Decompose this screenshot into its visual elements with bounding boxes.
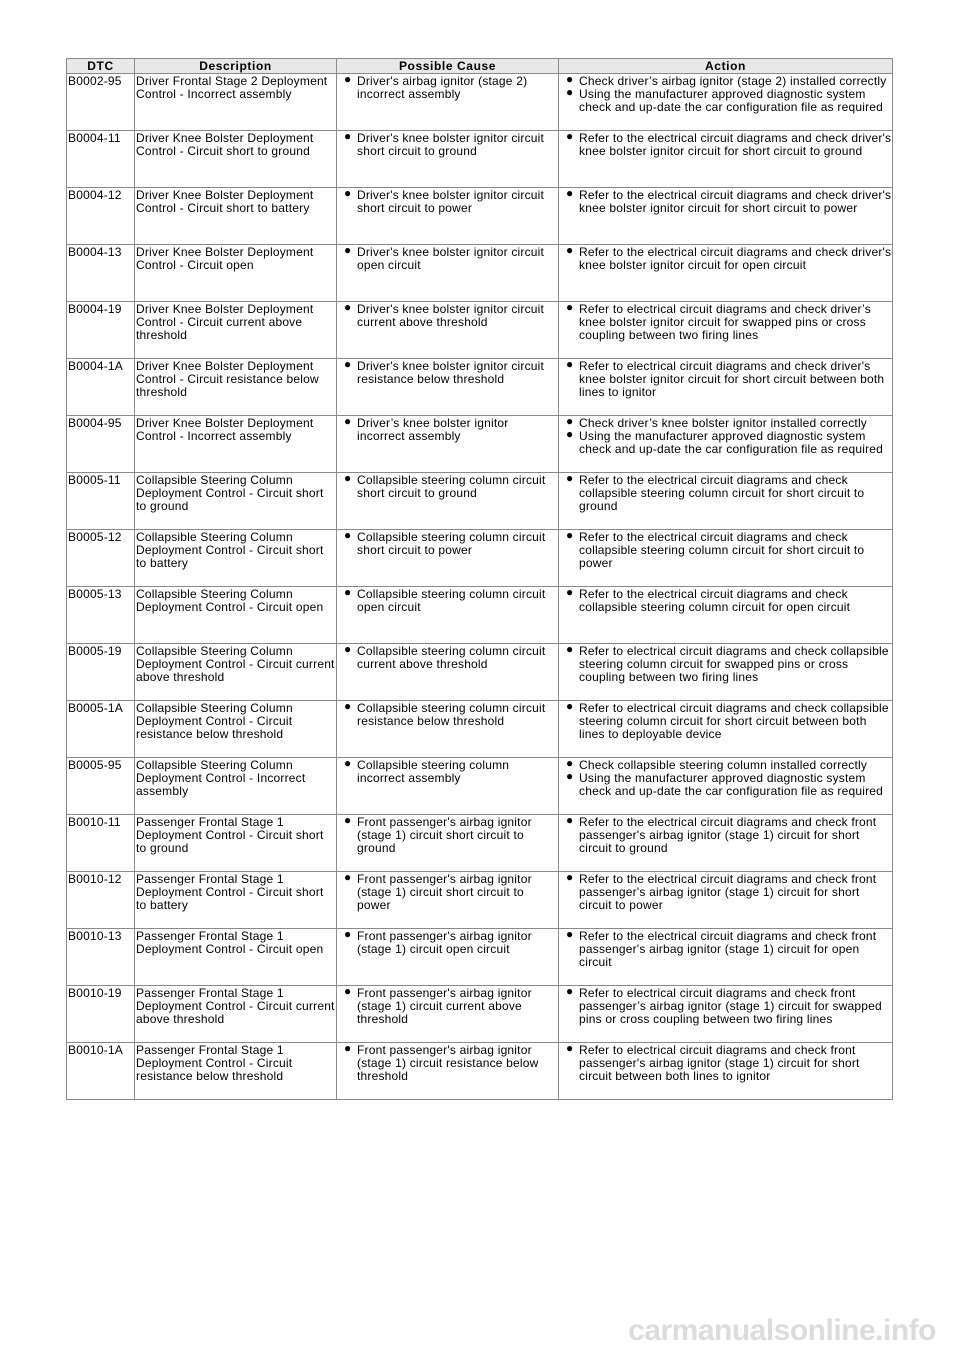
dtc-description: Passenger Frontal Stage 1 Deployment Control - Circuit short to ground [135,815,337,872]
cause-item: ● Driver's knee bolster ignitor circuit open circuit [338,246,558,272]
dtc-code: B0005-19 [67,644,135,701]
possible-cause-cell-list [338,702,558,728]
action-cell [559,245,893,302]
table-row [67,74,893,131]
watermark: carmanualsonline.info [628,1314,936,1347]
action-cell [559,359,893,416]
possible-cause-cell [337,758,559,815]
table-row [67,872,893,929]
action-cell [559,74,893,131]
dtc-code: B0010-11 [67,815,135,872]
action-cell-list [560,360,892,399]
possible-cause-cell-list [338,189,558,215]
possible-cause-cell [337,359,559,416]
table-row [67,245,893,302]
action-item: ● Check collapsible steering column installed correctly [560,759,892,772]
possible-cause-cell-list [338,132,558,158]
action-item: ● Refer to the electrical circuit diagrams and check driver's knee bolster ignitor circuit for short circuit to power [560,189,892,215]
dtc-description: Driver Knee Bolster Deployment Control - Incorrect assembly [135,416,337,473]
dtc-description: Driver Knee Bolster Deployment Control - Circuit short to battery [135,188,337,245]
dtc-description: Driver Knee Bolster Deployment Control - Circuit open [135,245,337,302]
action-cell-list [560,816,892,855]
table-row [67,758,893,815]
action-cell [559,131,893,188]
possible-cause-cell-list [338,360,558,386]
header-possible-cause: Possible Cause [337,59,559,74]
action-cell-list [560,645,892,684]
dtc-description: Collapsible Steering Column Deployment Control - Circuit open [135,587,337,644]
dtc-table [66,58,893,1100]
action-item: ● Using the manufacturer approved diagnostic system check and up-date the car configuration file as required [560,430,892,456]
action-cell [559,1043,893,1100]
action-cell-list [560,588,892,614]
action-item: ● Refer to the electrical circuit diagrams and check collapsible steering column circuit for open circuit [560,588,892,614]
action-cell-list [560,702,892,741]
table-row [67,188,893,245]
action-cell [559,872,893,929]
possible-cause-cell [337,815,559,872]
action-cell-list [560,417,892,456]
table-row [67,473,893,530]
action-item: ● Refer to electrical circuit diagrams and check driver’s knee bolster ignitor circuit for swapped pins or cross coupling between two firing lines [560,303,892,342]
table-row [67,416,893,473]
action-cell [559,473,893,530]
action-item: ● Using the manufacturer approved diagnostic system check and up-date the car configuration file as required [560,772,892,798]
possible-cause-cell-list [338,246,558,272]
table-row [67,929,893,986]
action-cell [559,986,893,1043]
action-item: ● Refer to the electrical circuit diagrams and check front passenger's airbag ignitor (stage 1) circuit for short circuit to power [560,873,892,912]
dtc-description: Driver Frontal Stage 2 Deployment Control - Incorrect assembly [135,74,337,131]
possible-cause-cell [337,701,559,758]
cause-item: ● Front passenger's airbag ignitor (stage 1) circuit short circuit to ground [338,816,558,855]
action-item: ● Refer to the electrical circuit diagrams and check collapsible steering column circuit for short circuit to ground [560,474,892,513]
dtc-code: B0004-95 [67,416,135,473]
table-body [67,74,893,1100]
dtc-description: Passenger Frontal Stage 1 Deployment Control - Circuit short to battery [135,872,337,929]
action-cell [559,815,893,872]
cause-item: ● Front passenger's airbag ignitor (stage 1) circuit open circuit [338,930,558,956]
possible-cause-cell [337,188,559,245]
dtc-description: Collapsible Steering Column Deployment Control - Circuit short to ground [135,473,337,530]
dtc-code: B0004-12 [67,188,135,245]
possible-cause-cell [337,302,559,359]
cause-item: ● Front passenger's airbag ignitor (stage 1) circuit short circuit to power [338,873,558,912]
action-cell [559,188,893,245]
dtc-description: Driver Knee Bolster Deployment Control - Circuit short to ground [135,131,337,188]
cause-item: ● Collapsible steering column circuit short circuit to ground [338,474,558,500]
action-item: ● Check driver’s airbag ignitor (stage 2) installed correctly [560,75,892,88]
table-row [67,530,893,587]
action-cell-list [560,987,892,1026]
possible-cause-cell-list [338,873,558,912]
dtc-code: B0005-13 [67,587,135,644]
possible-cause-cell [337,929,559,986]
action-cell [559,530,893,587]
cause-item: ● Collapsible steering column circuit resistance below threshold [338,702,558,728]
action-item: ● Refer to electrical circuit diagrams and check collapsible steering column circuit for short circuit between both lines to deployable device [560,702,892,741]
possible-cause-cell-list [338,645,558,671]
dtc-code: B0002-95 [67,74,135,131]
cause-item: ● Driver's knee bolster ignitor circuit short circuit to power [338,189,558,215]
dtc-description: Driver Knee Bolster Deployment Control - Circuit current above threshold [135,302,337,359]
cause-item: ● Driver's knee bolster ignitor circuit resistance below threshold [338,360,558,386]
action-cell [559,758,893,815]
dtc-code: B0010-19 [67,986,135,1043]
header-dtc: DTC [67,59,135,74]
table-row [67,986,893,1043]
cause-item: ● Driver's knee bolster ignitor circuit short circuit to ground [338,132,558,158]
action-item: ● Refer to electrical circuit diagrams and check front passenger's airbag ignitor (stage 1) circuit for short circuit between both lines to ignitor [560,1044,892,1083]
possible-cause-cell-list [338,474,558,500]
action-cell [559,587,893,644]
possible-cause-cell-list [338,759,558,785]
table-row [67,359,893,416]
possible-cause-cell [337,245,559,302]
dtc-code: B0010-13 [67,929,135,986]
possible-cause-cell [337,986,559,1043]
dtc-code: B0004-19 [67,302,135,359]
possible-cause-cell-list [338,588,558,614]
possible-cause-cell [337,872,559,929]
possible-cause-cell [337,644,559,701]
action-cell-list [560,75,892,114]
action-item: ● Refer to the electrical circuit diagrams and check collapsible steering column circuit for short circuit to power [560,531,892,570]
action-cell-list [560,474,892,513]
action-item: ● Refer to the electrical circuit diagrams and check driver's knee bolster ignitor circuit for short circuit to ground [560,132,892,158]
cause-item: ● Collapsible steering column circuit open circuit [338,588,558,614]
dtc-description: Passenger Frontal Stage 1 Deployment Control - Circuit open [135,929,337,986]
header-description: Description [135,59,337,74]
action-cell-list [560,303,892,342]
possible-cause-cell [337,131,559,188]
action-cell [559,701,893,758]
action-cell-list [560,531,892,570]
dtc-code: B0004-13 [67,245,135,302]
possible-cause-cell-list [338,303,558,329]
possible-cause-cell-list [338,816,558,855]
cause-item: ● Driver’s knee bolster ignitor incorrect assembly [338,417,558,443]
cause-item: ● Collapsible steering column circuit short circuit to power [338,531,558,557]
table-row [67,1043,893,1100]
action-cell [559,644,893,701]
cause-item: ● Collapsible steering column incorrect assembly [338,759,558,785]
action-item: ● Refer to electrical circuit diagrams and check driver's knee bolster ignitor circuit for short circuit between both lines to ignitor [560,360,892,399]
action-cell-list [560,873,892,912]
possible-cause-cell-list [338,531,558,557]
possible-cause-cell [337,1043,559,1100]
possible-cause-cell-list [338,75,558,101]
action-cell [559,302,893,359]
action-cell-list [560,759,892,798]
dtc-code: B0010-1A [67,1043,135,1100]
action-cell-list [560,930,892,969]
cause-item: ● Driver's knee bolster ignitor circuit current above threshold [338,303,558,329]
action-cell-list [560,189,892,215]
table-row [67,302,893,359]
dtc-code: B0005-1A [67,701,135,758]
table-row [67,701,893,758]
action-item: ● Check driver’s knee bolster ignitor installed correctly [560,417,892,430]
action-cell-list [560,132,892,158]
cause-item: ● Front passenger's airbag ignitor (stage 1) circuit resistance below threshold [338,1044,558,1083]
action-cell [559,929,893,986]
dtc-code: B0004-11 [67,131,135,188]
table-row [67,587,893,644]
possible-cause-cell-list [338,987,558,1026]
dtc-description: Collapsible Steering Column Deployment Control - Incorrect assembly [135,758,337,815]
header-action: Action [559,59,893,74]
action-cell [559,416,893,473]
action-item: ● Using the manufacturer approved diagnostic system check and up-date the car configuration file as required [560,88,892,114]
dtc-description: Passenger Frontal Stage 1 Deployment Control - Circuit resistance below threshold [135,1043,337,1100]
table-header-row [67,59,893,74]
possible-cause-cell [337,416,559,473]
cause-item: ● Driver's airbag ignitor (stage 2) incorrect assembly [338,75,558,101]
table-row [67,815,893,872]
dtc-description: Collapsible Steering Column Deployment Control - Circuit resistance below threshold [135,701,337,758]
action-cell-list [560,1044,892,1083]
possible-cause-cell [337,74,559,131]
dtc-code: B0010-12 [67,872,135,929]
action-item: ● Refer to electrical circuit diagrams and check front passenger’s airbag ignitor (stage 1) circuit for swapped pins or cross coupling between two firing lines [560,987,892,1026]
dtc-code: B0005-11 [67,473,135,530]
possible-cause-cell [337,587,559,644]
action-item: ● Refer to electrical circuit diagrams and check collapsible steering column circuit for swapped pins or cross coupling between two firing lines [560,645,892,684]
table-row [67,644,893,701]
possible-cause-cell [337,473,559,530]
cause-item: ● Front passenger's airbag ignitor (stage 1) circuit current above threshold [338,987,558,1026]
possible-cause-cell-list [338,1044,558,1083]
dtc-description: Collapsible Steering Column Deployment Control - Circuit short to battery [135,530,337,587]
dtc-code: B0005-95 [67,758,135,815]
action-item: ● Refer to the electrical circuit diagrams and check front passenger's airbag ignitor (stage 1) circuit for open circuit [560,930,892,969]
table-row [67,131,893,188]
action-item: ● Refer to the electrical circuit diagrams and check driver's knee bolster ignitor circuit for open circuit [560,246,892,272]
dtc-code: B0004-1A [67,359,135,416]
dtc-description: Passenger Frontal Stage 1 Deployment Control - Circuit current above threshold [135,986,337,1043]
possible-cause-cell [337,530,559,587]
cause-item: ● Collapsible steering column circuit current above threshold [338,645,558,671]
action-item: ● Refer to the electrical circuit diagrams and check front passenger's airbag ignitor (stage 1) circuit for short circuit to ground [560,816,892,855]
action-cell-list [560,246,892,272]
possible-cause-cell-list [338,930,558,956]
dtc-description: Collapsible Steering Column Deployment Control - Circuit current above threshold [135,644,337,701]
possible-cause-cell-list [338,417,558,443]
dtc-description: Driver Knee Bolster Deployment Control - Circuit resistance below threshold [135,359,337,416]
dtc-code: B0005-12 [67,530,135,587]
